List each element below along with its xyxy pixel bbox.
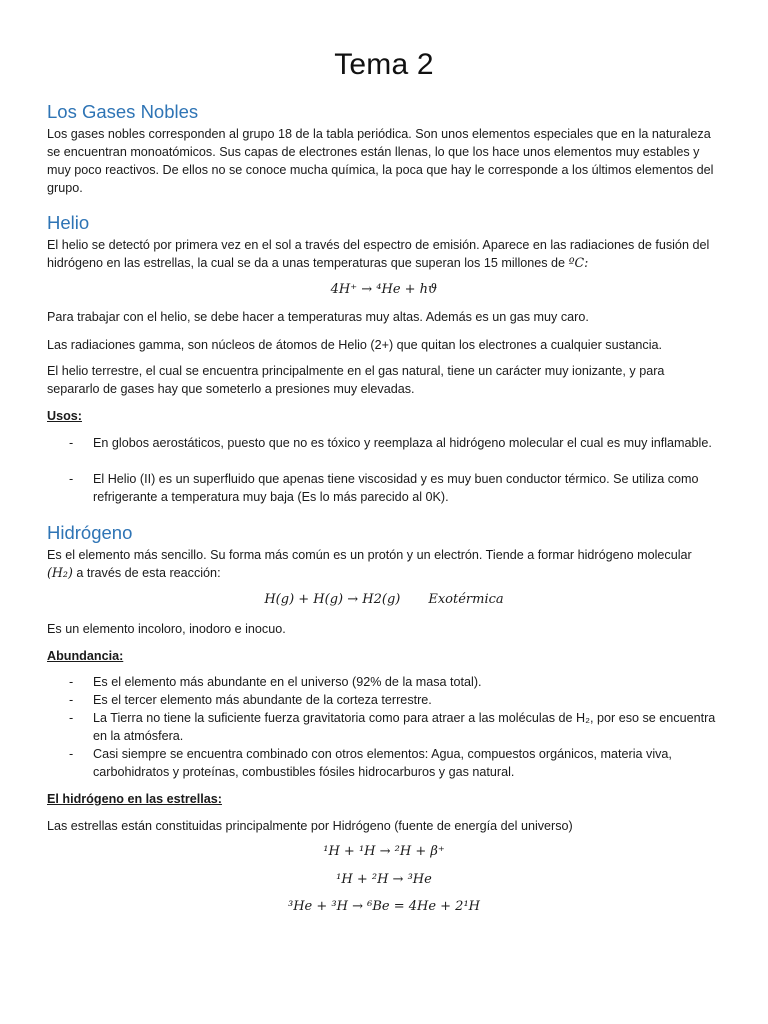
para-hidrogeno-1-tail: a través de esta reacción: [72, 566, 221, 580]
equation-star-1: ¹H + ¹H → ²H + β⁺ [323, 844, 445, 859]
usos-label: Usos: [47, 409, 82, 423]
para-gases-nobles: Los gases nobles corresponden al grupo 18 de la tabla periódica. Son unos elementos especiales que en la naturaleza se encuentran monoatómicos. Sus capas de electrones están llenas, lo que los hace unos elementos muy estables y muy poco reactivos. De ellos no se conoce mucha química, la poca que hay le corresponde a los últimos elementos del grupo. [47, 127, 714, 195]
list-item-text: Es el elemento más abundante en el universo (92% de la masa total). [93, 675, 482, 689]
list-item-text: Casi siempre se encuentra combinado con otros elementos: Agua, compuestos orgánicos, materia viva, carbohidratos y proteínas, combustibles fósiles hidrocarburos y gas natural. [93, 747, 672, 779]
list-item-text: En globos aerostáticos, puesto que no es tóxico y reemplaza al hidrógeno molecular el cual es muy inflamable. [93, 436, 712, 450]
equation-helio: 4H⁺ → ⁴He + hϑ [330, 282, 438, 297]
page-title: Tema 2 [334, 48, 434, 81]
list-item [69, 470, 719, 506]
list-item [69, 673, 719, 691]
heading-hidrogeno: Hidrógeno [47, 522, 133, 543]
estrellas-label: El hidrógeno en las estrellas: [47, 792, 222, 806]
bullet-dash: - [69, 747, 74, 761]
para-helio-1-text: El helio se detectó por primera vez en el sol a través del espectro de emisión. Aparece en las radiaciones de fusión del hidrógeno en las estrellas, la cual se da a unas temperaturas que superan los 15 millones de [47, 238, 710, 270]
para-hidrogeno-1-text: Es el elemento más sencillo. Su forma más común es un protón y un electrón. Tiende a formar hidrógeno molecular [47, 548, 692, 562]
list-item [69, 745, 719, 781]
list-item [69, 709, 719, 745]
celsius-unit: ºC: [568, 255, 589, 270]
para-hidrogeno-1 [47, 546, 715, 582]
equation-hidrogeno [0, 591, 768, 609]
para-hidrogeno-2: Es un elemento incoloro, inodoro e inocuo. [47, 622, 286, 636]
para-helio-1 [47, 236, 715, 272]
para-helio-3: Las radiaciones gamma, son núcleos de átomos de Helio (2+) que quitan los electrones a cualquier sustancia. [47, 338, 663, 352]
para-helio-2: Para trabajar con el helio, se debe hacer a temperaturas muy altas. Además es un gas muy caro. [47, 310, 589, 324]
heading-helio: Helio [47, 212, 90, 233]
heading-gases-nobles: Los Gases Nobles [47, 101, 199, 122]
bullet-dash: - [69, 472, 74, 486]
abundancia-label: Abundancia: [47, 649, 124, 663]
bullet-dash: - [69, 711, 74, 725]
para-hidrogeno-3: Las estrellas están constituidas principalmente por Hidrógeno (fuente de energía del universo) [47, 819, 573, 833]
equation-hidrogeno-note: Exotérmica [428, 592, 504, 607]
list-item-text: El Helio (II) es un superfluido que apenas tiene viscosidad y es muy buen conductor térmico. Se utiliza como refrigerante a temperatura muy baja (Es lo más parecido al 0K). [93, 472, 699, 504]
list-item-text: La Tierra no tiene la suficiente fuerza gravitatoria como para atraer a las moléculas de H₂, por eso se encuentra en la atmósfera. [93, 711, 716, 743]
equation-star-2: ¹H + ²H → ³He [336, 872, 432, 887]
para-helio-4: El helio terrestre, el cual se encuentra principalmente en el gas natural, tiene un carácter muy ionizante, y para separarlo de gases hay que someterlo a presiones muy elevadas. [47, 364, 665, 396]
h2-symbol: (H₂) [47, 565, 73, 580]
bullet-dash: - [69, 693, 74, 707]
bullet-dash: - [69, 675, 74, 689]
list-item [69, 434, 719, 452]
equation-star-3: ³He + ³H → ⁶Be = 4He + 2¹H [288, 899, 480, 914]
list-item [69, 691, 719, 709]
bullet-dash: - [69, 436, 74, 450]
equation-hidrogeno-body: H(g) + H(g) → H2(g) [264, 592, 401, 607]
list-item-text: Es el tercer elemento más abundante de la corteza terrestre. [93, 693, 432, 707]
